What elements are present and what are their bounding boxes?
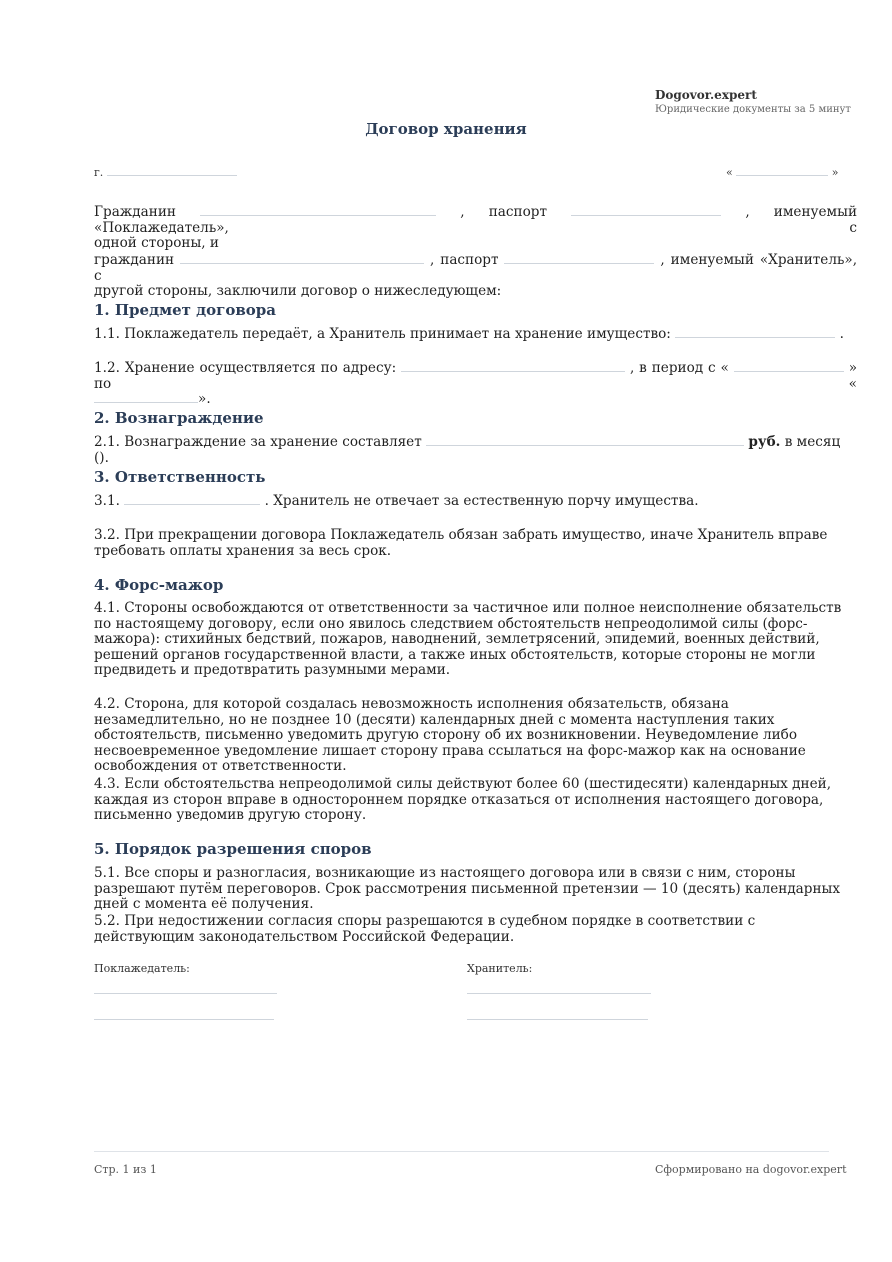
signature-line-depositor[interactable]: [94, 992, 277, 994]
liability-field[interactable]: [124, 494, 260, 505]
clause-1-1: [94, 327, 857, 343]
clause-1-1-end: .: [839, 326, 844, 342]
city-field[interactable]: [107, 165, 237, 176]
clause-1-2-line-2: [94, 392, 857, 408]
party-1-prefix: Гражданин: [94, 204, 176, 220]
clause-4-2: 4.2. Сторона, для которой создалась невозможность исполнения обязательств, обязана незамедлительно, но не позднее 10 (десяти) календарных дней с момента наступления таких обстоятельств, письменно уведомить другую сторону об их возникновении. Неуведомление либо несвоевременное уведомление лишает сторону права ссылаться на форс-мажор как на основание освобождения от ответственности.: [94, 696, 806, 774]
party-2-prefix: гражданин: [94, 252, 175, 268]
party-1-passport-field[interactable]: [571, 205, 721, 216]
party-2-line-1: [94, 253, 857, 284]
name-line-depositor[interactable]: [94, 1018, 274, 1020]
date-line: [726, 165, 838, 179]
party-1-line-2: одной стороны, и: [94, 235, 219, 251]
party-2-line-2: другой стороны, заключили договор о нижеследующем:: [94, 283, 502, 299]
signature-label-depositor: Поклажедатель:: [94, 962, 190, 975]
section-5-heading: 5. Порядок разрешения споров: [94, 840, 372, 858]
date-field[interactable]: [736, 165, 828, 176]
signature-label-custodian: Хранитель:: [467, 962, 533, 975]
party-2-name-field[interactable]: [180, 253, 424, 264]
city-prefix: г.: [94, 166, 104, 179]
section-2-heading: 2. Вознаграждение: [94, 409, 264, 427]
section-3-heading: 3. Ответственность: [94, 468, 266, 486]
clause-3-1-number: 3.1.: [94, 493, 120, 509]
date-open-quote: «: [726, 166, 733, 179]
page-number: Стр. 1 из 1: [94, 1163, 157, 1176]
party-2-passport-label: , паспорт: [430, 252, 499, 268]
clause-1-2-period-to: » по «: [94, 360, 858, 392]
address-field[interactable]: [401, 361, 625, 372]
party-1-role: , именуемый «Поклажедатель», с: [94, 204, 858, 236]
clause-5-1: 5.1. Все споры и разногласия, возникающие из настоящего договора или в связи с ним, стороны разрешают путём переговоров. Срок рассмотрения письменной претензии — 10 (десять) календарных дней с момента её получения.: [94, 865, 841, 912]
name-line-custodian[interactable]: [467, 1018, 648, 1020]
clause-2-1: [94, 435, 857, 466]
clause-3-1-text: . Хранитель не отвечает за естественную порчу имущества.: [264, 493, 699, 509]
period-end-field[interactable]: [94, 392, 198, 403]
clause-4-1: 4.1. Стороны освобождаются от ответственности за частичное или полное неисполнение обязательств по настоящему договору, если оно явилось следствием обстоятельств непреодолимой силы (форс-мажора): стихийных бедствий, пожаров, наводнений, землетрясений, эпидемий, военных действий, решений органов государственной власти, а также иных обстоятельств, которые стороны не могли предвидеть и предотвратить разумными мерами.: [94, 600, 842, 678]
clause-1-1-text: 1.1. Поклажедатель передаёт, а Хранитель принимает на хранение имущество:: [94, 326, 671, 342]
clause-3-1: [94, 494, 857, 510]
clause-2-1-end: в месяц ().: [94, 434, 841, 466]
clause-2-1-text: 2.1. Вознаграждение за хранение составляет: [94, 434, 422, 450]
generated-by: Сформировано на dogovor.expert: [655, 1163, 847, 1176]
city-line: [94, 165, 237, 179]
clause-1-2-period-from: , в период с «: [629, 360, 729, 376]
party-1-passport-label: , паспорт: [460, 204, 547, 220]
party-1-line-1: [94, 205, 857, 236]
clause-1-2-end: ».: [198, 391, 211, 407]
party-2-passport-field[interactable]: [504, 253, 654, 264]
signature-line-custodian[interactable]: [467, 992, 651, 994]
brand-tagline: Юридические документы за 5 минут: [655, 104, 851, 115]
date-close-quote: »: [831, 166, 839, 179]
party-2-role: , именуемый «Хранитель», с: [94, 252, 858, 284]
fee-field[interactable]: [426, 435, 744, 446]
brand-name: Dogovor.expert: [655, 88, 757, 102]
section-1-heading: 1. Предмет договора: [94, 301, 276, 319]
clause-4-3: 4.3. Если обстоятельства непреодолимой силы действуют более 60 (шестидесяти) календарных дней, каждая из сторон вправе в одностороннем порядке отказаться от исполнения настоящего договора, письменно уведомив другую сторону.: [94, 776, 832, 823]
clause-1-2: [94, 361, 857, 408]
party-1-paragraph: [94, 205, 857, 252]
footer-divider: [94, 1151, 829, 1152]
party-1-name-field[interactable]: [200, 205, 436, 216]
currency-label: руб.: [748, 434, 781, 450]
clause-1-2-line-1: [94, 361, 857, 392]
section-4-heading: 4. Форс-мажор: [94, 576, 224, 594]
property-field[interactable]: [675, 327, 835, 338]
document-title: Договор хранения: [365, 120, 527, 138]
clause-1-2-text: 1.2. Хранение осуществляется по адресу:: [94, 360, 397, 376]
period-start-field[interactable]: [734, 361, 844, 372]
party-2-paragraph: [94, 253, 857, 300]
clause-5-2: 5.2. При недостижении согласия споры разрешаются в судебном порядке в соответствии с действующим законодательством Российской Федерации.: [94, 913, 756, 945]
clause-3-2: 3.2. При прекращении договора Поклажедатель обязан забрать имущество, иначе Хранитель вправе требовать оплаты хранения за весь срок.: [94, 527, 828, 559]
